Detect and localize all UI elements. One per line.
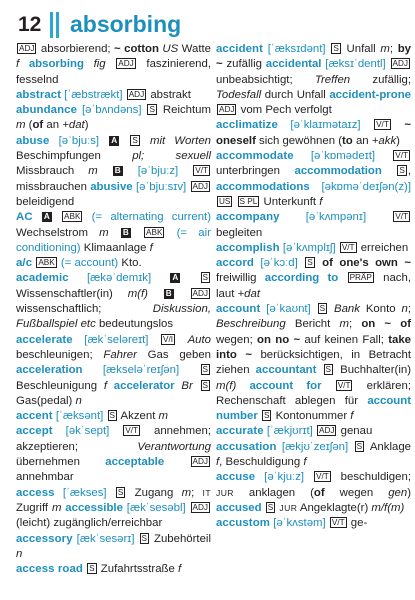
left-column	[16, 42, 211, 577]
entry-a-c: a/c ABK (= account) Kto.	[16, 257, 142, 270]
entry-accuse: accuse [əˈkjuːz] V/T beschuldigen; JUR anklagen (of wegen gen) accused S JUR Angeklagte(r) m/f(m)	[216, 471, 411, 514]
entry-account: account [əˈkaʊnt] S Bank Konto n; Beschreibung Bericht m; on ~ of wegen; on no ~ auf keinen Fall; take into ~ berücksichtigen, in Betracht ziehen accountant S Buchhalter(in) m(f) account for V/T erklären; Rechenschaft ablegen für account number S Kontonummer f	[216, 303, 411, 423]
entry-access: access [ˈækses] S Zugang m; IT Zugriff m accessible [ækˈsesəbl] ADJ (leicht) zugänglich/erreichbar	[16, 486, 211, 530]
page-number: 12	[18, 13, 42, 36]
entry-ac: AC A ABK (= alternating current) Wechselstrom m B ABK (= air conditioning) Klimaanlage f	[16, 211, 212, 254]
entry-acclimatize: acclimatize [əˈklaɪmətaɪz] V/T ~ oneself sich gewöhnen (to an +akk)	[216, 119, 411, 147]
right-column	[216, 42, 411, 532]
entry-abstract: abstract [ˈæbstrækt] ADJ abstrakt	[16, 88, 191, 101]
entry-academic: academic [ækəˈdemɪk] A S Wissenschaftler(in) m(f) B ADJ wissenschaftlich; Diskussion, Fußballspiel etc bedeutungslos	[16, 272, 211, 331]
entry-accusation: accusation [ækjʊˈzeɪʃən] S Anklage f, Beschuldigung f	[216, 440, 411, 469]
entry-accomplish: accomplish [əˈkʌmplɪʃ] V/T erreichen	[216, 241, 409, 254]
entry-abundance: abundance [əˈbʌndəns] S Reichtum m (of an +dat)	[16, 104, 211, 132]
entry-accident: accident [ˈæksɪdənt] S Unfall m; by ~ zufällig accidental [æksɪˈdentl] ADJ unbeabsichtigt; Treffen zufällig; Todesfall durch Unfall accident-prone ADJ vom Pech verfolgt	[216, 43, 412, 117]
entry-absorbing: ADJ absorbierend; ~ cotton US Watte f absorbing fig ADJ faszinierend, fesselnd	[16, 43, 211, 86]
page-header	[14, 8, 404, 42]
dictionary-columns	[0, 42, 415, 598]
guide-word: absorbing	[70, 11, 182, 37]
entry-accustom: accustom [əˈkʌstəm] V/T ge-	[216, 517, 368, 530]
entry-accord: accord [əˈkɔːd] S of one's own ~ freiwillig according to PRÄP nach, laut +dat	[216, 257, 412, 300]
entry-accelerate: accelerate [ækˈseləreɪt] V/I Auto beschleunigen; Fahrer Gas geben acceleration [ækseləˈreɪʃən] S Beschleunigung f accelerator Br S Gas(pedal) n	[16, 333, 211, 407]
entry-accurate: accurate [ˈækjʊrɪt] ADJ genau	[216, 425, 373, 438]
entry-abuse: abuse [əˈbjuːs] A S mit Worten Beschimpfungen pl; sexuell Missbrauch m B [əˈbjuːz] V/T missbrauchen abusive [əˈbjuːsɪv] ADJ beleidigend	[16, 134, 212, 208]
entry-access-road: access road S Zufahrtsstraße f	[16, 563, 182, 576]
entry-accessory: accessory [ækˈsesərɪ] S Zubehörteil n	[16, 532, 211, 560]
entry-accent: accent [ˈæksənt] S Akzent m	[16, 410, 169, 423]
entry-accompany: accompany [əˈkʌmpənɪ] V/T begleiten	[216, 211, 409, 239]
header-bars-icon	[50, 12, 64, 38]
entry-accept: accept [əkˈsept] V/T annehmen; akzeptieren; Verantwortung übernehmen acceptable ADJ annehmbar	[16, 425, 211, 484]
entry-accommodate: accommodate [əˈkɒmədeɪt] V/T unterbringen accommodation S , accommodations [əkɒməˈdeɪʃən(z)] US S PL Unterkunft f	[216, 150, 411, 208]
